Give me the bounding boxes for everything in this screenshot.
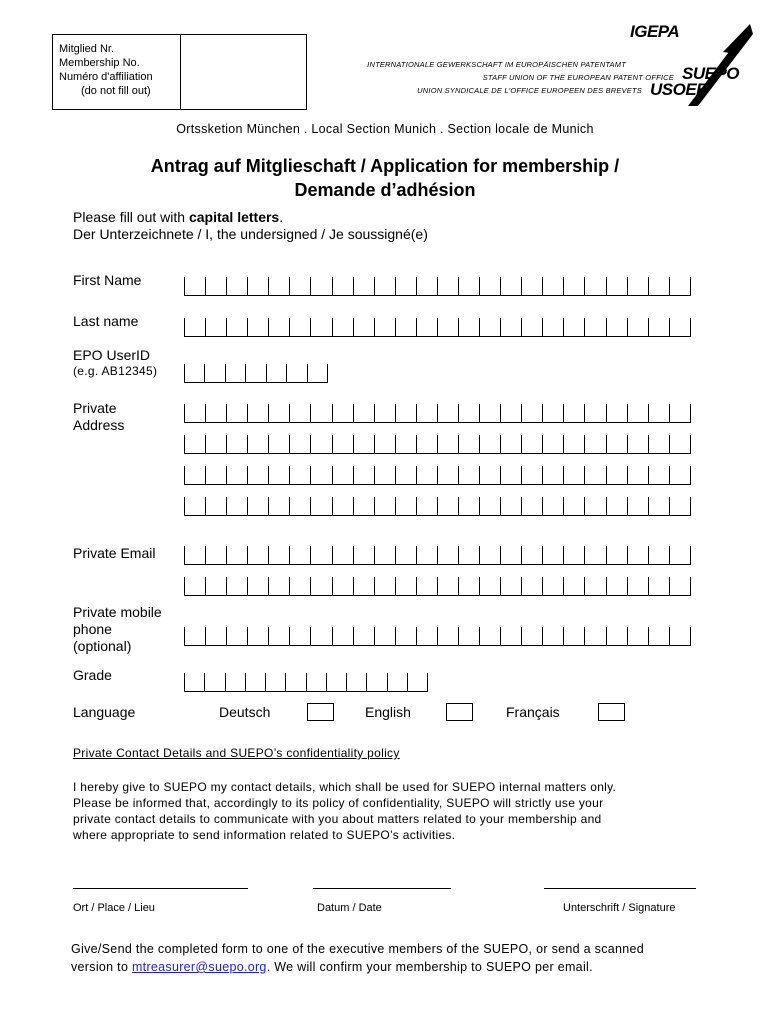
instruction-text: Please fill out with — [73, 209, 189, 225]
policy-line: I hereby give to SUEPO my contact details, which shall be used for SUEPO internal matters only. — [73, 780, 617, 794]
email-label: Private Email — [73, 545, 156, 561]
userid-example: (e.g. AB12345) — [73, 364, 158, 378]
language-option-deutsch: Deutsch — [219, 704, 271, 720]
suepo-logo — [628, 22, 753, 106]
logo-suepo: SUEPO — [682, 64, 740, 83]
deutsch-checkbox[interactable] — [307, 703, 334, 721]
place-line[interactable] — [73, 888, 248, 889]
english-checkbox[interactable] — [446, 703, 473, 721]
membership-label-de: Mitglied Nr. — [59, 43, 115, 55]
last-name-label: Last name — [73, 313, 139, 329]
language-option-francais: Français — [506, 704, 560, 720]
place-label: Ort / Place / Lieu — [73, 902, 155, 914]
date-label: Datum / Date — [317, 902, 382, 914]
first-name-label: First Name — [73, 272, 142, 288]
instruction — [73, 209, 283, 225]
mobile-label-2: phone — [73, 621, 112, 637]
address-label-2: Address — [73, 417, 125, 433]
org-line-fr: UNION SYNDICALE DE L'OFFICE EUROPEEN DES BREVETS — [417, 86, 642, 95]
date-line[interactable] — [313, 888, 451, 889]
instruction-end: . — [279, 209, 284, 225]
footer-line-2 — [71, 958, 644, 976]
address-field-line4[interactable] — [184, 497, 691, 516]
address-field-line3[interactable] — [184, 466, 691, 485]
policy-text — [73, 779, 616, 843]
membership-number-label — [59, 42, 153, 98]
membership-number-box — [52, 34, 307, 110]
mobile-label-1: Private mobile — [73, 604, 162, 620]
org-line-de: INTERNATIONALE GEWERKSCHAFT IM EUROPÄISCHEN PATENTAMT — [367, 60, 626, 69]
grade-label: Grade — [73, 667, 112, 683]
page-title-line1: Antrag auf Mitglieschaft / Application for membership / — [150, 156, 620, 176]
last-name-field[interactable] — [184, 318, 691, 337]
footer-line-1: Give/Send the completed form to one of the executive members of the SUEPO, or send a scanned — [71, 942, 645, 956]
grade-field[interactable] — [184, 673, 428, 692]
logo-igepa: IGEPA — [630, 22, 680, 41]
address-field-line1[interactable] — [184, 404, 691, 423]
footer-text-pre: version to — [71, 960, 132, 974]
footer-note — [71, 940, 644, 976]
page-title-line2: Demande d’adhésion — [294, 180, 476, 200]
policy-line: where appropriate to send information related to SUEPO’s activities. — [73, 828, 456, 842]
signature-label: Unterschrift / Signature — [563, 902, 676, 914]
policy-heading: Private Contact Details and SUEPO’s confidentiality policy — [73, 746, 400, 760]
membership-label-en: Membership No. — [59, 57, 140, 69]
language-option-english: English — [365, 704, 411, 720]
language-label: Language — [73, 704, 136, 720]
userid-label: EPO UserID — [73, 347, 151, 363]
francais-checkbox[interactable] — [598, 703, 625, 721]
address-label-1: Private — [73, 400, 117, 416]
treasurer-email-link[interactable]: mtreasurer@suepo.org — [131, 960, 267, 974]
org-line-en: STAFF UNION OF THE EUROPEAN PATENT OFFICE — [482, 73, 674, 82]
mobile-label-3: (optional) — [73, 638, 132, 654]
membership-box-divider — [180, 35, 181, 109]
local-section-line: Ortssketion München . Local Section Munich . Section locale de Munich — [176, 122, 594, 136]
instruction-bold: capital letters — [188, 209, 280, 225]
email-field-line2[interactable] — [184, 577, 691, 596]
policy-line: Please be informed that, accordingly to its policy of confidentiality, SUEPO will strictly use your — [73, 796, 604, 810]
policy-line: private contact details to communicate with you about matters related to your membership and — [73, 812, 602, 826]
email-field-line1[interactable] — [184, 546, 691, 565]
membership-note: (do not fill out) — [81, 85, 151, 97]
userid-field[interactable] — [184, 364, 328, 383]
signature-line[interactable] — [544, 888, 696, 889]
logo-usoeb: USOEB — [650, 80, 708, 99]
footer-text-post: . We will confirm your membership to SUEPO per email. — [266, 960, 593, 974]
first-name-field[interactable] — [184, 277, 691, 296]
undersigned-line: Der Unterzeichnete / I, the undersigned / Je soussigné(e) — [73, 226, 428, 242]
address-field-line2[interactable] — [184, 435, 691, 454]
membership-label-fr: Numéro d'affiliation — [59, 71, 153, 83]
mobile-field[interactable] — [184, 627, 691, 646]
